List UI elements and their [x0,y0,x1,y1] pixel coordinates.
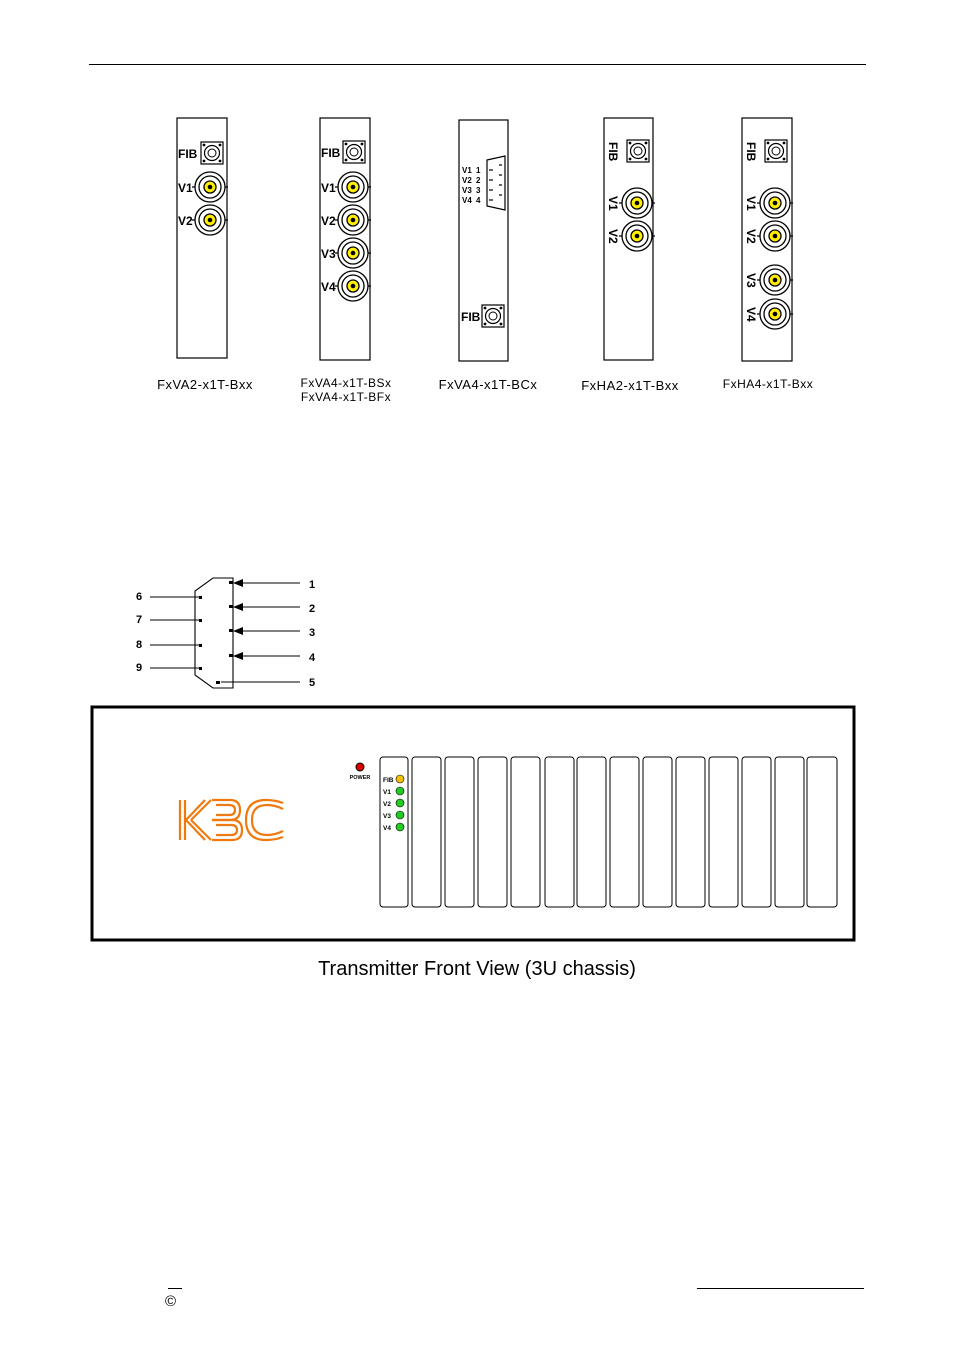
fib-label: FIB [321,146,341,160]
empty-slot [807,757,837,907]
module-model-label: FxVA2-x1T-Bxx [157,377,253,392]
dsub-video-label: V2 [462,176,472,185]
empty-slot [610,757,639,907]
video-label: V1 [744,196,758,211]
fib-connector-icon [627,140,649,162]
led-label: V1 [383,789,391,796]
module-model-alt-label: FxVA4-x1T-BFx [300,390,392,404]
pin-number: 3 [309,627,316,639]
pin-number: 9 [136,662,143,674]
pin-number: 8 [136,639,143,651]
video-label: V2 [321,214,336,228]
module-model-label: FxVA4-x1T-BSx [300,376,392,390]
dsub-video-label: V4 [462,196,472,205]
module-fxva4-bcx [439,120,538,392]
footer-rule [168,1288,182,1289]
video-label: V1 [178,181,193,195]
copyright-symbol: © [165,1293,177,1310]
led-label: FIB [383,777,394,784]
fib-label: FIB [461,310,481,324]
video-label: V1 [321,181,336,195]
module-model-label: FxVA4-x1T-BCx [438,377,538,392]
dsub-video-label: V1 [462,166,472,175]
pin-number: 7 [136,614,143,626]
power-label: POWER [349,775,371,781]
fib-label: FIB [744,142,758,162]
dsub-pin-label: 3 [476,186,481,195]
video-label: V4 [744,307,758,322]
fib-connector-icon [343,141,365,163]
led-label: V3 [383,813,391,820]
module-model-label: FxHA2-x1T-Bxx [581,378,679,393]
pin-number: 2 [309,603,316,615]
empty-slot [709,757,738,907]
fib-led-icon [396,775,404,783]
fib-connector-icon [482,305,504,327]
dsub-pin-label: 4 [476,196,481,205]
empty-slot [775,757,804,907]
video-led-icon [396,787,404,795]
video-led-icon [396,811,404,819]
empty-slot [412,757,441,907]
empty-slot [643,757,672,907]
footer-rule [697,1288,864,1289]
video-led-icon [396,799,404,807]
fib-connector-icon [765,140,787,162]
video-label: V2 [606,229,620,244]
module-model-label: FxHA4-x1T-Bxx [722,377,814,391]
empty-slot [511,757,540,907]
dsub-pin-label: 1 [476,166,481,175]
fib-connector-icon [201,142,223,164]
empty-slot [742,757,771,907]
led-label: V4 [383,825,391,832]
video-label: V2 [178,214,193,228]
video-led-icon [396,823,404,831]
pin-number: 6 [136,591,143,603]
chassis-front-view [92,707,854,940]
fib-label: FIB [606,142,620,162]
dsub-pin-label: 2 [476,176,481,185]
empty-slot [445,757,474,907]
led-label: V2 [383,801,391,808]
dsub-pinout-diagram [136,578,316,689]
fib-label: FIB [178,147,198,161]
video-label: V3 [744,273,758,288]
pin-number: 1 [309,579,316,591]
empty-slot [577,757,606,907]
empty-slot [545,757,574,907]
dsub-connector-icon [487,156,505,210]
module-fxha4 [723,118,814,391]
dsub-video-label: V3 [462,186,472,195]
video-label: V1 [606,196,620,211]
video-label: V2 [744,229,758,244]
module-fxva2 [157,118,253,392]
pin-number: 4 [309,652,316,664]
module-fxva4-bsx [301,118,392,404]
video-label: V3 [321,247,336,261]
power-led-icon [356,763,364,771]
pin-number: 5 [309,677,316,689]
video-label: V4 [321,280,336,294]
figure-caption: Transmitter Front View (3U chassis) [318,958,636,980]
module-fxha2 [581,118,679,393]
empty-slot [676,757,705,907]
empty-slot [478,757,507,907]
